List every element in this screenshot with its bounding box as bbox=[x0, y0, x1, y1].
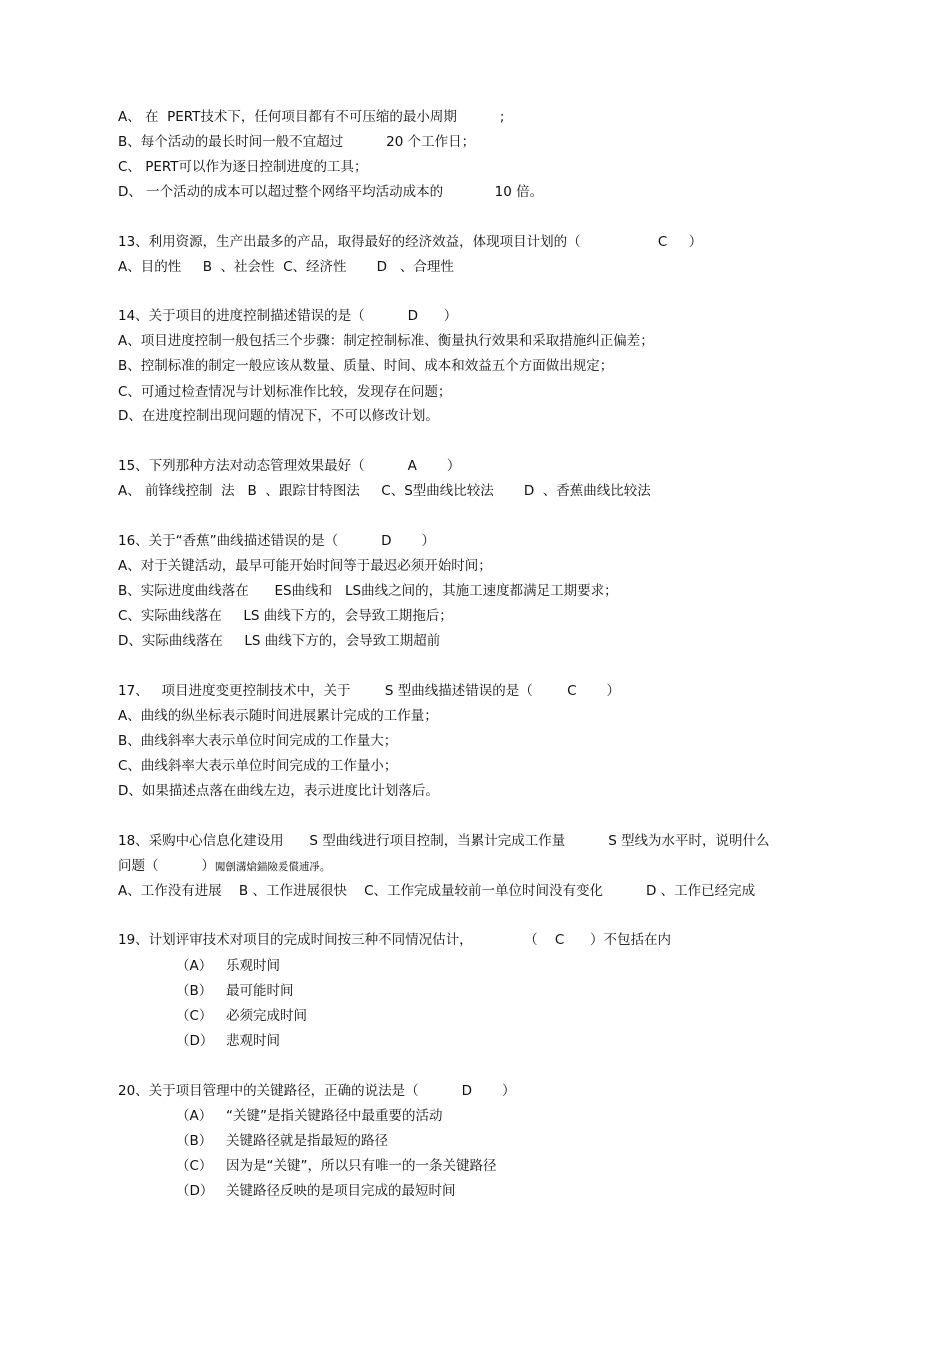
question-18-note: 闖劊溝熗錨險爰償逋凈。 bbox=[214, 861, 331, 873]
question-16-option-c: C、实际曲线落在 LS 曲线下方的，会导致工期拖后； bbox=[118, 608, 453, 624]
option-tag: （C） bbox=[176, 1008, 213, 1024]
question-20-option-c bbox=[176, 1157, 497, 1175]
question-17-option-c: C、曲线斜率大表示单位时间完成的工作量小； bbox=[118, 758, 398, 774]
question-17-option-a: A、曲线的纵坐标表示随时间进展累计完成的工作量； bbox=[118, 708, 438, 724]
question-20-stem: 20、关于项目管理中的关键路径，正确的说法是（ D ） bbox=[118, 1083, 516, 1099]
question-19-option-d bbox=[176, 1032, 280, 1050]
question-16-option-a: A、对于关键活动，最早可能开始时间等于最迟必须开始时间； bbox=[118, 558, 492, 574]
option-text: 悲观时间 bbox=[226, 1033, 280, 1049]
option-text: 因为是“关键”，所以只有唯一的一条关键路径 bbox=[226, 1158, 497, 1174]
option-a: A、 在 PERT技术下，任何项目都有不可压缩的最小周期 ; bbox=[118, 109, 505, 125]
option-tag: （B） bbox=[176, 1133, 213, 1149]
question-20-option-d bbox=[176, 1182, 456, 1200]
question-15-stem: 15、下列那种方法对动态管理效果最好（ A ） bbox=[118, 458, 461, 474]
question-20-option-b bbox=[176, 1132, 388, 1150]
option-tag: （D） bbox=[176, 1183, 214, 1199]
option-b: B、每个活动的最长时间一般不宜超过 20 个工作日； bbox=[118, 134, 476, 150]
question-14-stem: 14、关于项目的进度控制描述错误的是（ D ） bbox=[118, 308, 458, 324]
question-20-option-a bbox=[176, 1107, 443, 1125]
question-14-option-d: D、在进度控制出现问题的情况下，不可以修改计划。 bbox=[118, 408, 439, 424]
question-16-option-d: D、实际曲线落在 LS 曲线下方的，会导致工期超前 bbox=[118, 633, 441, 649]
question-16-stem: 16、关于“香蕉”曲线描述错误的是（ D ） bbox=[118, 533, 436, 549]
question-14-option-a: A、项目进度控制一般包括三个步骤：制定控制标准、衡量执行效果和采取措施纠正偏差； bbox=[118, 333, 654, 349]
question-18-blank: 问题（ ） bbox=[118, 858, 215, 874]
option-tag: （D） bbox=[176, 1033, 214, 1049]
option-tag: （C） bbox=[176, 1158, 213, 1174]
option-d: D、 一个活动的成本可以超过整个网络平均活动成本的 10 倍。 bbox=[118, 184, 544, 200]
question-13-stem: 13、利用资源，生产出最多的产品，取得最好的经济效益，体现项目计划的（ C ） bbox=[118, 234, 703, 250]
question-17-option-b: B、曲线斜率大表示单位时间完成的工作量大； bbox=[118, 733, 398, 749]
question-19-stem: 19、计划评审技术对项目的完成时间按三种不同情况估计， （ C ）不包括在内 bbox=[118, 932, 672, 948]
option-tag: （A） bbox=[176, 1108, 213, 1124]
question-14-option-b: B、控制标准的制定一般应该从数量、质量、时间、成本和效益五个方面做出规定； bbox=[118, 358, 614, 374]
question-18-stem-line2 bbox=[118, 857, 330, 876]
question-17-option-d: D、如果描述点落在曲线左边，表示进度比计划落后。 bbox=[118, 783, 439, 799]
question-19-option-b bbox=[176, 982, 294, 1000]
question-18-options: A、工作没有进展 B 、工作进展很快 C、工作完成量较前一单位时间没有变化 D 、工作已经完成 bbox=[118, 883, 756, 899]
question-16-option-b: B、实际进度曲线落在 ES曲线和 LS曲线之间的，其施工速度都满足工期要求； bbox=[118, 583, 618, 599]
question-13-options: A、目的性 B 、社会性 C、经济性 D 、合理性 bbox=[118, 259, 454, 275]
option-text: “关键”是指关键路径中最重要的活动 bbox=[226, 1108, 443, 1124]
question-18-stem-line1: 18、采购中心信息化建设用 S 型曲线进行项目控制，当累计完成工作量 S 型线为水平时，说明什么 bbox=[118, 833, 770, 849]
option-c: C、 PERT可以作为逐日控制进度的工具； bbox=[118, 159, 368, 175]
question-19-option-a bbox=[176, 957, 280, 975]
question-17-stem: 17、 项目进度变更控制技术中，关于 S 型曲线描述错误的是（ C ） bbox=[118, 683, 621, 699]
question-15-options: A、 前锋线控制 法 B 、跟踪甘特图法 C、S型曲线比较法 D 、香蕉曲线比较法 bbox=[118, 483, 651, 499]
option-tag: （A） bbox=[176, 958, 213, 974]
option-text: 必须完成时间 bbox=[226, 1008, 307, 1024]
question-19-option-c bbox=[176, 1007, 307, 1025]
option-text: 乐观时间 bbox=[226, 958, 280, 974]
option-text: 关键路径就是指最短的路径 bbox=[226, 1133, 388, 1149]
question-14-option-c: C、可通过检查情况与计划标准作比较，发现存在问题； bbox=[118, 384, 452, 400]
option-text: 最可能时间 bbox=[226, 983, 294, 999]
option-tag: （B） bbox=[176, 983, 213, 999]
option-text: 关键路径反映的是项目完成的最短时间 bbox=[226, 1183, 456, 1199]
